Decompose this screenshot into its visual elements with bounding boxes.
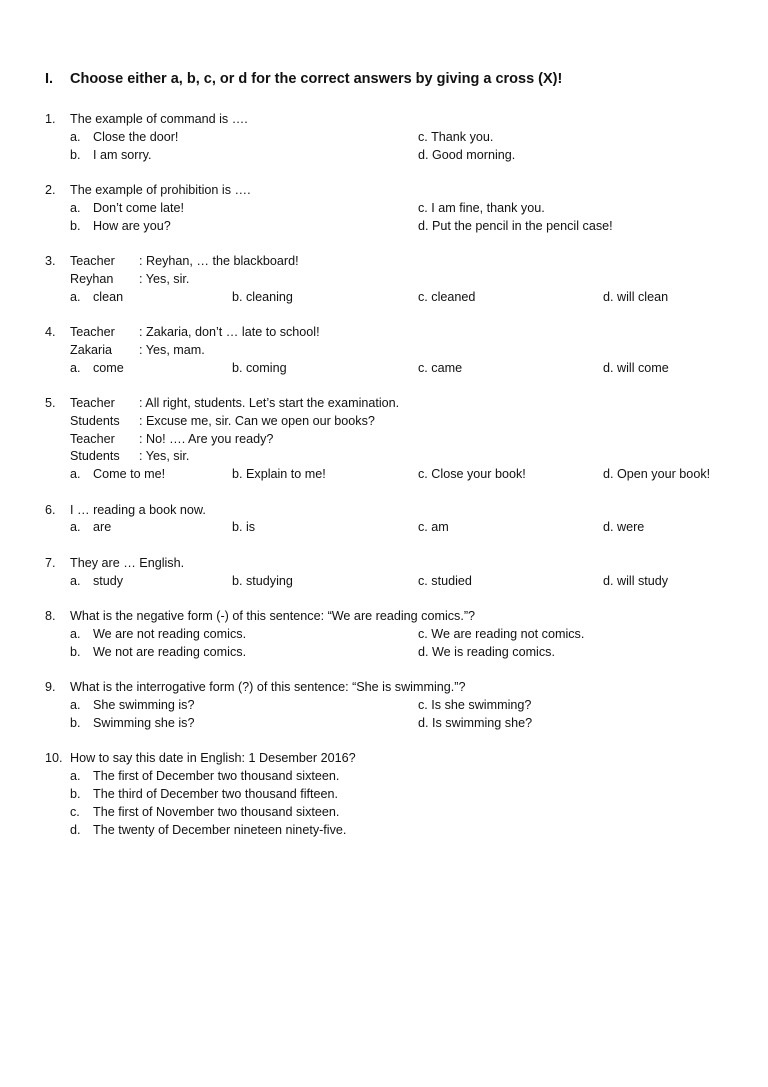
dialog-speaker: Students — [70, 414, 120, 428]
option-c[interactable]: c. Close your book! — [418, 467, 526, 481]
dialog-speaker: Zakaria — [70, 343, 112, 357]
option-c[interactable]: c. came — [418, 361, 463, 375]
option-d[interactable]: d. will clean — [603, 290, 669, 304]
option-b[interactable]: b. Explain to me! — [232, 467, 326, 481]
instruction-text: Choose either a, b, c, or d for the correct answers by giving a cross (X)! — [70, 71, 563, 87]
option-c[interactable]: c. Thank you. — [418, 130, 494, 144]
question-text: What is the interrogative form (?) of this sentence: “She is swimming.”? — [70, 680, 466, 694]
option-b[interactable]: The third of December two thousand fifteen. — [93, 787, 339, 801]
question-text: What is the negative form (-) of this sentence: “We are reading comics.”? — [70, 609, 476, 623]
option-b[interactable]: b. is — [232, 520, 256, 534]
option-c[interactable]: The first of November two thousand sixteen. — [93, 805, 340, 819]
option-a[interactable]: come — [93, 361, 124, 375]
dialog-speaker: Teacher — [70, 396, 115, 410]
question-number: 10. — [45, 751, 63, 765]
option-letter-a: a. — [70, 627, 81, 641]
option-b[interactable]: I am sorry. — [93, 148, 152, 162]
question-number: 8. — [45, 609, 56, 623]
option-a[interactable]: Close the door! — [93, 130, 179, 144]
option-letter-a: a. — [70, 769, 81, 783]
question-number: 2. — [45, 183, 56, 197]
question-number: 6. — [45, 503, 56, 517]
option-a[interactable]: clean — [93, 290, 124, 304]
option-d[interactable]: d. Put the pencil in the pencil case! — [418, 219, 613, 233]
option-b[interactable]: We not are reading comics. — [93, 645, 247, 659]
option-d[interactable]: d. Open your book! — [603, 467, 711, 481]
option-letter-b: b. — [70, 148, 81, 162]
question-number: 9. — [45, 680, 56, 694]
question-number: 1. — [45, 112, 56, 126]
option-letter-a: a. — [70, 467, 81, 481]
question-number: 5. — [45, 396, 56, 410]
option-d[interactable]: d. will come — [603, 361, 669, 375]
section-numeral: I. — [45, 71, 54, 87]
question-text: The example of prohibition is …. — [70, 183, 251, 197]
option-c[interactable]: c. studied — [418, 574, 472, 588]
option-a[interactable]: She swimming is? — [93, 698, 195, 712]
dialog-line: : Yes, sir. — [139, 449, 190, 463]
dialog-line: : Yes, sir. — [139, 272, 190, 286]
option-a[interactable]: are — [93, 520, 112, 534]
option-letter-a: a. — [70, 574, 81, 588]
option-letter-b: b. — [70, 219, 81, 233]
option-a[interactable]: study — [93, 574, 124, 588]
dialog-line: : No! …. Are you ready? — [139, 432, 274, 446]
dialog-speaker: Students — [70, 449, 120, 463]
option-letter-a: a. — [70, 130, 81, 144]
option-d[interactable]: The twenty of December nineteen ninety-five. — [93, 823, 347, 837]
option-letter-a: a. — [70, 361, 81, 375]
dialog-speaker: Teacher — [70, 325, 115, 339]
option-letter-a: a. — [70, 290, 81, 304]
option-letter-a: a. — [70, 698, 81, 712]
option-a[interactable]: Don’t come late! — [93, 201, 184, 215]
dialog-line: : Excuse me, sir. Can we open our books? — [139, 414, 375, 428]
option-letter-b: b. — [70, 645, 81, 659]
question-text: The example of command is …. — [70, 112, 248, 126]
question-text: I … reading a book now. — [70, 503, 206, 517]
option-b[interactable]: How are you? — [93, 219, 171, 233]
question-number: 4. — [45, 325, 56, 339]
dialog-line: : All right, students. Let’s start the examination. — [139, 396, 400, 410]
option-a[interactable]: We are not reading comics. — [93, 627, 247, 641]
dialog-line: : Zakaria, don’t … late to school! — [139, 325, 320, 339]
dialog-line: : Reyhan, … the blackboard! — [139, 254, 299, 268]
option-letter-b: b. — [70, 787, 81, 801]
option-a[interactable]: The first of December two thousand sixteen. — [93, 769, 340, 783]
option-d[interactable]: d. were — [603, 520, 645, 534]
question-number: 3. — [45, 254, 56, 268]
option-c[interactable]: c. cleaned — [418, 290, 476, 304]
option-b[interactable]: Swimming she is? — [93, 716, 195, 730]
option-d[interactable]: d. Is swimming she? — [418, 716, 533, 730]
dialog-line: : Yes, mam. — [139, 343, 205, 357]
option-letter-d: d. — [70, 823, 81, 837]
question-text: They are … English. — [70, 556, 185, 570]
option-d[interactable]: d. Good morning. — [418, 148, 516, 162]
dialog-speaker: Teacher — [70, 254, 115, 268]
option-b[interactable]: b. coming — [232, 361, 287, 375]
option-d[interactable]: d. will study — [603, 574, 669, 588]
dialog-speaker: Reyhan — [70, 272, 114, 286]
option-b[interactable]: b. studying — [232, 574, 293, 588]
option-letter-a: a. — [70, 201, 81, 215]
section-instruction — [45, 71, 562, 87]
option-c[interactable]: c. Is she swimming? — [418, 698, 532, 712]
option-c[interactable]: c. We are reading not comics. — [418, 627, 585, 641]
question-number: 7. — [45, 556, 56, 570]
option-c[interactable]: c. am — [418, 520, 449, 534]
dialog-speaker: Teacher — [70, 432, 115, 446]
option-d[interactable]: d. We is reading comics. — [418, 645, 555, 659]
option-c[interactable]: c. I am fine, thank you. — [418, 201, 545, 215]
option-a[interactable]: Come to me! — [93, 467, 166, 481]
question-text: How to say this date in English: 1 Desember 2016? — [70, 751, 356, 765]
option-letter-b: b. — [70, 716, 81, 730]
option-b[interactable]: b. cleaning — [232, 290, 293, 304]
option-letter-c: c. — [70, 805, 80, 819]
option-letter-a: a. — [70, 520, 81, 534]
